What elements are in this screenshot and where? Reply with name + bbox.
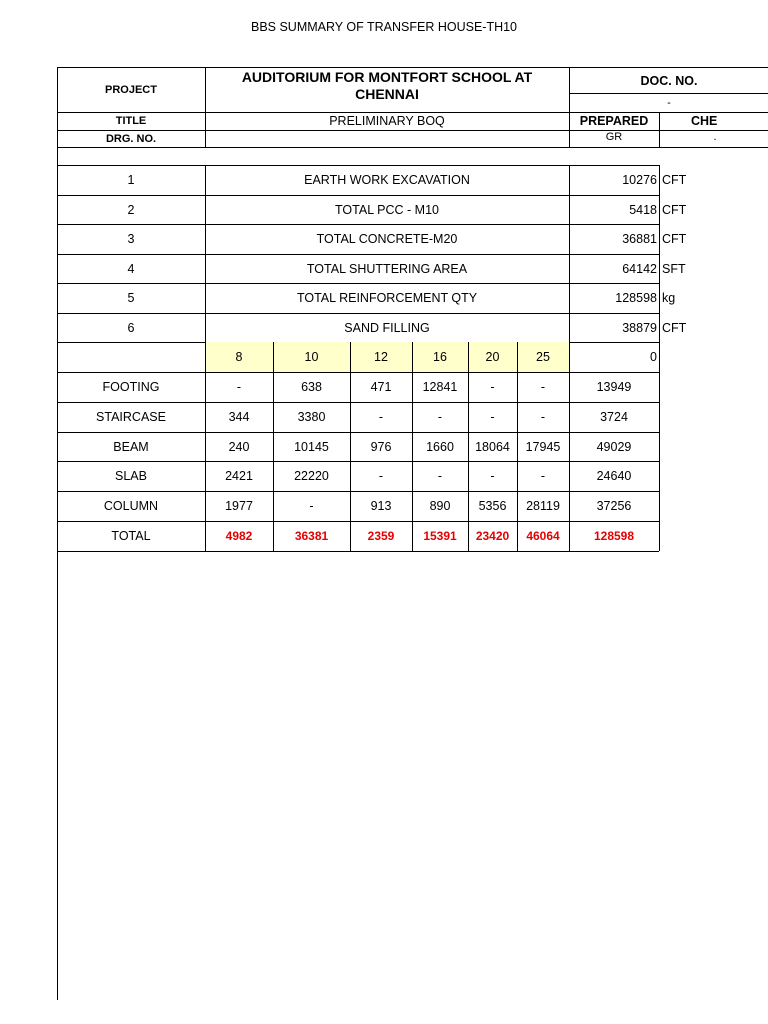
- prepared-value: GR: [605, 130, 623, 143]
- checked-label: CHE: [691, 114, 718, 128]
- rebar-col-line: [273, 342, 274, 551]
- summary-item-no: 5: [127, 291, 135, 305]
- rebar-row-value: 3380: [297, 410, 326, 424]
- rebar-col-line: [659, 342, 660, 551]
- rebar-col-line: [412, 342, 413, 551]
- title-value: PRELIMINARY BOQ: [329, 114, 445, 128]
- rebar-row-value: -: [309, 499, 314, 513]
- rebar-row-element: FOOTING: [102, 380, 160, 394]
- summary-item-qty: 5418: [629, 202, 657, 217]
- rebar-row-value: -: [236, 380, 242, 394]
- rebar-row-value: 1660: [426, 439, 454, 454]
- rebar-col-line: [205, 342, 206, 551]
- rebar-row-value: 913: [370, 499, 392, 513]
- summary-item-qty: 10276: [622, 173, 657, 187]
- rebar-row-value: 638: [301, 380, 322, 394]
- rebar-col-line: [350, 342, 351, 551]
- summary-col-line-3: [659, 165, 660, 342]
- summary-item-no: 1: [127, 173, 135, 187]
- rebar-total-label: TOTAL: [111, 529, 151, 543]
- summary-item-qty: 36881: [622, 232, 657, 246]
- drg-no-label: DRG. NO.: [105, 132, 157, 145]
- rebar-row-value: -: [540, 469, 546, 483]
- summary-item-description: TOTAL SHUTTERING AREA: [306, 261, 468, 276]
- rebar-col-line: [468, 342, 469, 551]
- title-label: TITLE: [115, 115, 147, 127]
- rebar-row-total: 24640: [596, 469, 632, 483]
- rebar-row-value: 10145: [294, 439, 329, 454]
- rebar-total-value: 15391: [423, 529, 457, 543]
- rebar-row-value: 976: [370, 439, 392, 454]
- page-title: BBS SUMMARY OF TRANSFER HOUSE-TH10: [250, 20, 518, 34]
- rebar-row-divider: [57, 551, 659, 552]
- rebar-total-value: 46064: [526, 529, 560, 543]
- header-col-line-3: [659, 112, 660, 147]
- summary-item-unit: CFT: [662, 202, 687, 217]
- doc-no-value: -: [667, 97, 671, 109]
- rebar-row-value: 471: [370, 380, 392, 394]
- rebar-row-value: 18064: [475, 439, 510, 454]
- summary-item-description: TOTAL PCC - M10: [335, 202, 439, 217]
- rebar-row-total: 49029: [596, 439, 632, 454]
- summary-item-description: TOTAL CONCRETE-M20: [316, 232, 458, 246]
- rebar-diameter-header: 16: [412, 342, 468, 372]
- summary-item-qty: 38879: [622, 320, 657, 335]
- rebar-total-value: 23420: [475, 529, 510, 543]
- rebar-row-value: -: [540, 410, 546, 424]
- rebar-row-value: 240: [228, 439, 250, 454]
- summary-col-line-2: [569, 165, 570, 342]
- summary-item-unit: kg: [662, 291, 676, 305]
- rebar-row-value: -: [378, 410, 384, 424]
- rebar-row-value: -: [490, 380, 495, 394]
- rebar-diameter-header: 8: [205, 342, 273, 372]
- project-name: [205, 69, 569, 103]
- rebar-row-value: 890: [429, 499, 451, 513]
- checked-value: .: [713, 130, 717, 143]
- summary-item-description: TOTAL REINFORCEMENT QTY: [296, 291, 478, 305]
- rebar-col-line: [517, 342, 518, 551]
- rebar-row-value: 1977: [225, 499, 253, 513]
- rebar-row-element: COLUMN: [103, 499, 159, 513]
- rebar-row-value: -: [378, 469, 384, 483]
- rebar-row-value: -: [490, 410, 495, 424]
- rebar-diameter-header: 12: [350, 342, 412, 372]
- rebar-row-element: BEAM: [113, 439, 149, 454]
- summary-item-unit: CFT: [662, 320, 687, 335]
- summary-item-qty: 64142: [622, 261, 657, 276]
- rebar-row-element: SLAB: [115, 469, 147, 483]
- rebar-row-value: -: [490, 469, 495, 483]
- drg-row-divider: [57, 147, 768, 148]
- summary-item-description: SAND FILLING: [344, 320, 430, 335]
- rebar-total-value: 2359: [367, 529, 395, 543]
- rebar-diameter-header: 20: [468, 342, 517, 372]
- summary-item-unit: SFT: [662, 261, 686, 276]
- rebar-diameter-header: 10: [273, 342, 350, 372]
- summary-item-no: 6: [127, 320, 135, 335]
- doc-no-label: DOC. NO.: [640, 73, 698, 88]
- summary-col-line-1: [205, 165, 206, 342]
- rebar-grand-total: 128598: [593, 529, 635, 543]
- rebar-row-total: 3724: [600, 410, 628, 424]
- rebar-row-value: 344: [228, 410, 250, 424]
- summary-item-no: 3: [127, 232, 135, 246]
- summary-item-unit: CFT: [662, 173, 687, 187]
- sheet-left-border: [57, 67, 58, 1000]
- rebar-row-element: STAIRCASE: [96, 410, 166, 424]
- rebar-header-total: 0: [650, 350, 657, 364]
- summary-item-description: EARTH WORK EXCAVATION: [304, 173, 470, 187]
- summary-item-no: 4: [127, 261, 135, 276]
- rebar-row-value: -: [540, 380, 546, 394]
- prepared-label: PREPARED: [579, 114, 649, 128]
- rebar-row-value: 12841: [422, 380, 458, 394]
- project-name-line-2: CHENNAI: [355, 86, 419, 102]
- rebar-row-total: 37256: [596, 499, 632, 513]
- project-label: PROJECT: [105, 83, 157, 96]
- rebar-row-value: 28119: [526, 499, 560, 513]
- rebar-row-value: 5356: [478, 499, 507, 513]
- summary-item-unit: CFT: [662, 232, 687, 246]
- rebar-row-total: 13949: [596, 380, 632, 394]
- summary-item-no: 2: [127, 202, 135, 217]
- project-name-line-1: AUDITORIUM FOR MONTFORT SCHOOL AT: [241, 69, 533, 85]
- rebar-row-value: 17945: [525, 439, 561, 454]
- summary-item-qty: 128598: [615, 291, 657, 305]
- rebar-total-value: 4982: [225, 529, 253, 543]
- rebar-total-value: 36381: [294, 529, 329, 543]
- rebar-row-value: -: [437, 469, 443, 483]
- rebar-header-blank: [57, 342, 205, 372]
- rebar-row-value: 2421: [225, 469, 253, 483]
- rebar-col-line: [569, 342, 570, 551]
- rebar-diameter-header: 25: [517, 342, 569, 372]
- rebar-row-value: 22220: [294, 469, 329, 483]
- rebar-row-value: -: [437, 410, 443, 424]
